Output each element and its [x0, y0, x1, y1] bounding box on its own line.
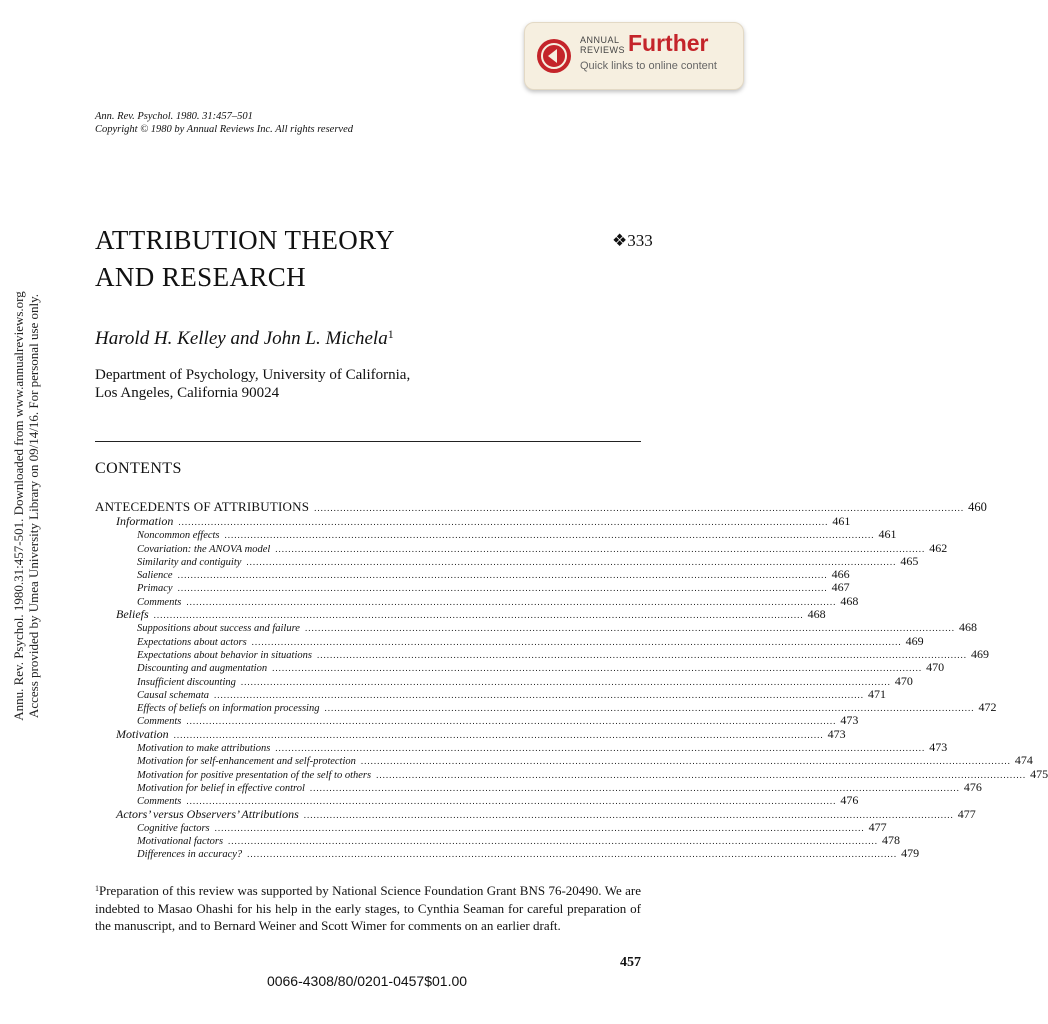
toc-entry-page: 466	[831, 567, 850, 582]
toc-entry	[95, 713, 859, 728]
toc-leader-dots: ........................................................................................................................................................................................................	[214, 689, 865, 700]
toc-entry	[95, 806, 976, 821]
affiliation: Department of Psychology, University of California, Los Angeles, California 90024	[95, 367, 411, 401]
toc-entry	[95, 540, 948, 555]
citation-line1: Ann. Rev. Psychol. 1980. 31:457–501	[95, 111, 253, 122]
toc-leader-dots: ........................................................................................................................................................................................................	[240, 676, 891, 687]
toc-entry-page: 468	[840, 593, 859, 608]
toc-leader-dots: ........................................................................................................................................................................................................	[303, 809, 954, 820]
author-footnote-mark: 1	[387, 327, 394, 341]
toc-entry	[95, 593, 859, 608]
toc-leader-dots: ........................................................................................................................................................................................................	[186, 596, 837, 607]
toc-entry-page: 470	[926, 660, 945, 675]
issn-line: 0066-4308/80/0201-0457$01.00	[266, 973, 468, 989]
toc-entry	[95, 633, 924, 648]
toc-entry-label: Information	[116, 514, 174, 528]
download-notice-line2: Access provided by Umea University Library on 09/14/16. For personal use only.	[26, 293, 41, 719]
toc-entry	[95, 779, 982, 794]
toc-entry-page: 469	[970, 646, 989, 661]
toc-entry-page: 461	[878, 527, 897, 542]
toc-leader-dots: ........................................................................................................................................................................................................	[251, 636, 902, 647]
citation	[95, 110, 353, 136]
toc-entry-label: Motivation for belief in effective control	[137, 782, 305, 794]
toc-entry	[95, 553, 919, 568]
toc-entry-page: 474	[1014, 753, 1033, 768]
toc-leader-dots: ........................................................................................................................................................................................................	[309, 782, 960, 793]
table-of-contents	[95, 499, 1048, 861]
toc-leader-dots: ........................................................................................................................................................................................................	[314, 503, 965, 513]
toc-entry-label: Differences in accuracy?	[137, 849, 243, 861]
further-label: Further	[628, 30, 709, 56]
toc-entry-label: Expectations about behavior in situations	[137, 649, 312, 661]
toc-entry-label: Primacy	[137, 583, 173, 595]
toc-entry-page: 477	[868, 819, 887, 834]
toc-entry-page: 472	[978, 700, 997, 715]
toc-entry-page: 469	[905, 633, 924, 648]
toc-entry-label: Effects of beliefs on information processing	[137, 703, 320, 715]
toc-entry-page: 479	[901, 846, 920, 861]
toc-leader-dots: ........................................................................................................................................................................................................	[360, 756, 1011, 767]
annual-reviews-logo-text: ANNUAL REVIEWS	[580, 35, 626, 55]
toc-leader-dots: ........................................................................................................................................................................................................	[376, 769, 1027, 780]
toc-entry-label: Covariation: the ANOVA model	[137, 543, 271, 555]
toc-entry-label: ANTECEDENTS OF ATTRIBUTIONS	[95, 499, 310, 514]
toc-entry-page: 470	[894, 673, 913, 688]
toc-entry-label: Suppositions about success and failure	[137, 623, 300, 635]
toc-leader-dots: ........................................................................................................................................................................................................	[304, 623, 955, 634]
toc-leader-dots: ........................................................................................................................................................................................................	[224, 530, 875, 541]
toc-entry	[95, 567, 850, 582]
toc-entry-label: Motivational factors	[137, 836, 224, 848]
toc-entry	[95, 740, 948, 755]
toc-entry-page: 476	[840, 793, 859, 808]
toc-leader-dots: ........................................................................................................................................................................................................	[316, 649, 967, 660]
toc-leader-dots: ........................................................................................................................................................................................................	[173, 729, 824, 740]
toc-entry-page: 477	[957, 806, 976, 821]
download-notice	[11, 136, 41, 876]
footnote-text: Preparation of this review was supported by National Science Foundation Grant BNS 76-20490. We are indebted to Masao Ohashi for his help in the early stages, to Cynthia Seaman for careful preparation of the manuscript, and to Bernard Weiner and Scott Wimer for comments on an earlier draft.	[95, 883, 641, 933]
toc-entry-page: 468	[958, 620, 977, 635]
article-title: ATTRIBUTION THEORY AND RESEARCH	[95, 225, 395, 292]
toc-entry	[95, 527, 897, 542]
toc-entry-page: 468	[807, 607, 826, 622]
toc-entry-label: Comments	[137, 596, 182, 608]
toc-entry-label: Insufficient discounting	[137, 676, 236, 688]
toc-entry-page: 476	[963, 779, 982, 794]
toc-entry-label: Comments	[137, 716, 182, 728]
toc-entry-page: 461	[832, 514, 851, 528]
toc-entry-label: Discounting and augmentation	[137, 663, 268, 675]
toc-leader-dots: ........................................................................................................................................................................................................	[186, 716, 837, 727]
toc-entry-page: 460	[968, 500, 987, 514]
toc-entry-label: Beliefs	[116, 607, 149, 622]
toc-leader-dots: ........................................................................................................................................................................................................	[324, 703, 975, 714]
toc-entry	[95, 646, 989, 661]
toc-entry	[95, 766, 1048, 781]
toc-entry-label: Causal schemata	[137, 689, 210, 701]
toc-entry-label: Salience	[137, 570, 173, 582]
toc-entry-label: Actors’ versus Observers’ Attributions	[116, 806, 299, 821]
toc-entry-page: 467	[831, 580, 850, 595]
further-links-badge[interactable]	[524, 22, 744, 90]
contents-heading: CONTENTS	[95, 460, 182, 477]
toc-entry	[95, 660, 945, 675]
toc-leader-dots: ........................................................................................................................................................................................................	[246, 556, 897, 567]
toc-leader-dots: ........................................................................................................................................................................................................	[228, 836, 879, 847]
toc-leader-dots: ........................................................................................................................................................................................................	[214, 822, 865, 833]
copyright-line: Copyright © 1980 by Annual Reviews Inc. All rights reserved	[95, 124, 353, 135]
toc-entry-page: 462	[929, 540, 948, 555]
toc-entry	[95, 686, 887, 701]
toc-entry-page: 475	[1030, 766, 1048, 781]
toc-entry-page: 473	[827, 726, 846, 741]
toc-entry-label: Cognitive factors	[137, 822, 210, 834]
toc-entry-page: 473	[929, 740, 948, 755]
toc-leader-dots: ........................................................................................................................................................................................................	[275, 543, 926, 554]
toc-entry	[95, 620, 977, 635]
toc-entry-label: Motivation for positive presentation of the self to others	[137, 769, 372, 781]
toc-entry	[95, 726, 846, 741]
toc-entry	[95, 607, 826, 622]
toc-entry-page: 471	[868, 686, 887, 701]
toc-entry-page: 478	[882, 833, 901, 848]
divider	[95, 441, 641, 442]
toc-entry-label: Expectations about actors	[137, 636, 247, 648]
toc-entry	[95, 673, 913, 688]
toc-leader-dots: ........................................................................................................................................................................................................	[247, 849, 898, 860]
author-names: Harold H. Kelley and John L. Michela	[95, 328, 388, 349]
toc-entry-label: Motivation to make attributions	[137, 743, 271, 755]
toc-leader-dots: ........................................................................................................................................................................................................	[186, 796, 837, 807]
arrow-left-circle-icon	[537, 39, 571, 73]
toc-entry	[95, 580, 850, 595]
footnote-mark: 1	[95, 884, 99, 893]
toc-entry	[95, 846, 920, 861]
further-subtitle: Quick links to online content	[580, 60, 717, 72]
toc-leader-dots: ........................................................................................................................................................................................................	[177, 583, 828, 594]
toc-leader-dots: ........................................................................................................................................................................................................	[153, 610, 804, 621]
article-code: ❖333	[612, 231, 653, 250]
page-number: 457	[620, 955, 641, 970]
toc-leader-dots: ........................................................................................................................................................................................................	[177, 570, 828, 581]
toc-entry-label: Comments	[137, 796, 182, 808]
authors	[95, 327, 394, 350]
toc-entry	[95, 833, 901, 848]
toc-entry	[95, 700, 997, 715]
toc-entry	[95, 793, 859, 808]
toc-entry-page: 465	[900, 553, 919, 568]
toc-entry-page: 473	[840, 713, 859, 728]
toc-entry	[95, 753, 1033, 768]
toc-leader-dots: ........................................................................................................................................................................................................	[178, 517, 829, 527]
toc-entry-label: Noncommon effects	[137, 530, 220, 542]
toc-entry	[95, 514, 851, 528]
toc-entry	[95, 499, 987, 515]
toc-entry-label: Motivation	[116, 726, 169, 741]
toc-leader-dots: ........................................................................................................................................................................................................	[275, 743, 926, 754]
download-notice-line1: Annu. Rev. Psychol. 1980.31:457-501. Downloaded from www.annualreviews.org	[11, 291, 26, 721]
footnote	[95, 880, 641, 935]
toc-entry-label: Motivation for self-enhancement and self-protection	[137, 756, 356, 768]
toc-entry-label: Similarity and contiguity	[137, 556, 242, 568]
toc-leader-dots: ........................................................................................................................................................................................................	[272, 663, 923, 674]
toc-entry	[95, 819, 887, 834]
